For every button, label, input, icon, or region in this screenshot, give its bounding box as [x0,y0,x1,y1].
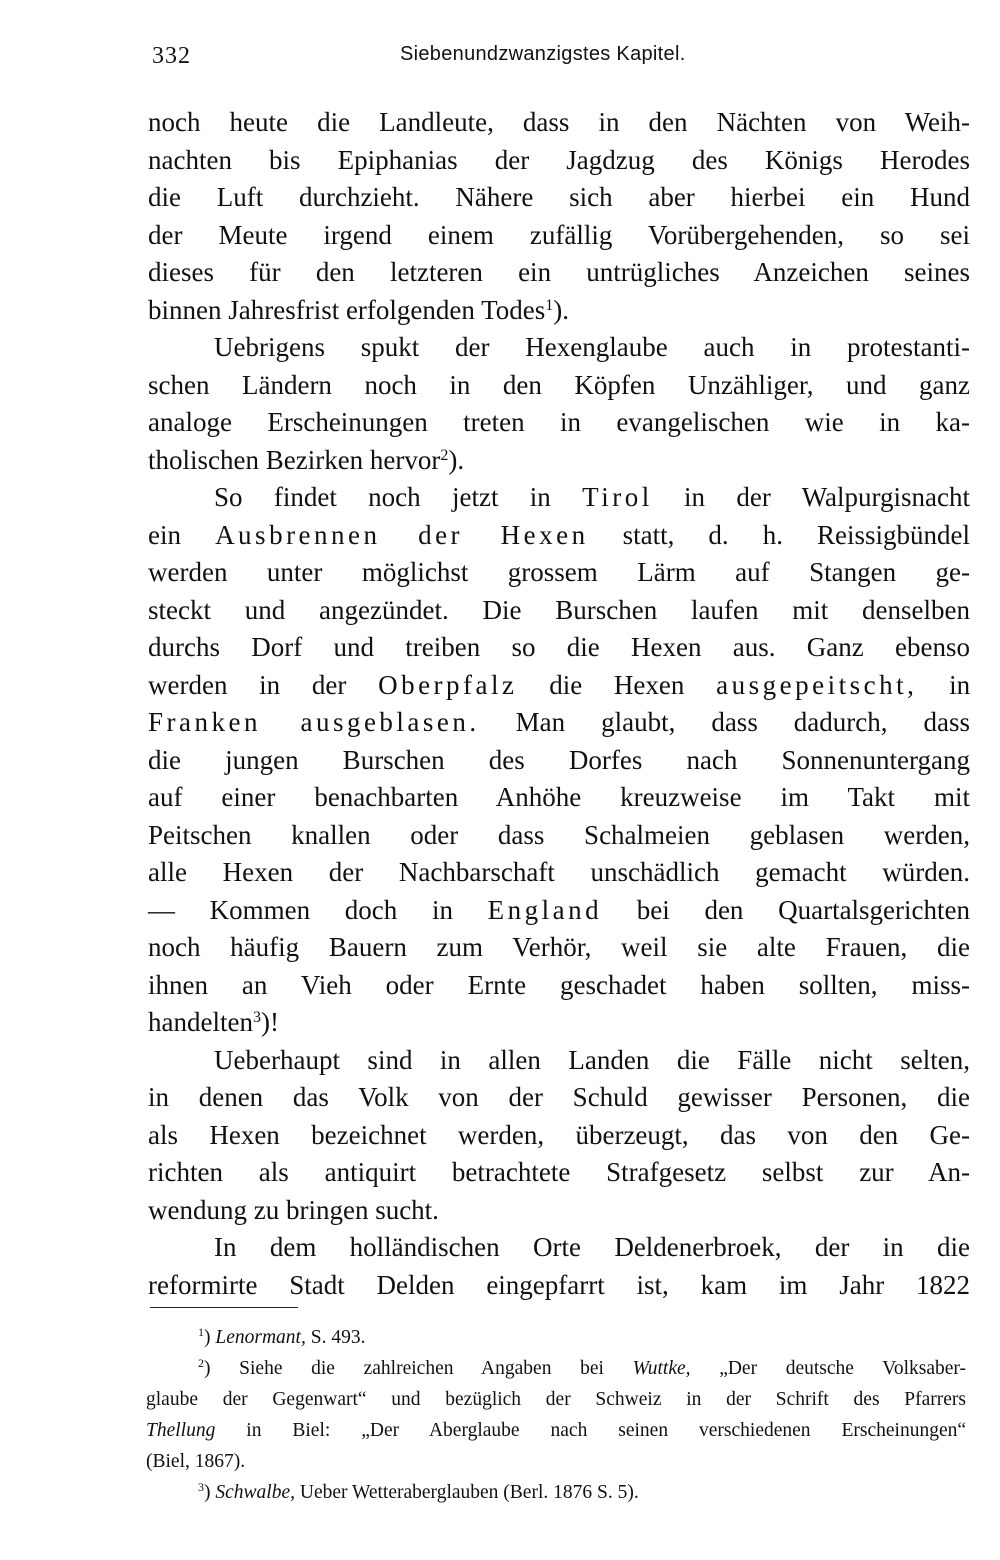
footnote-ref: 2 [440,446,449,464]
footnote-text: „Der deutsche Volksaber- [719,1358,966,1379]
text-line: noch häufig Bauern zum Verhör, weil sie alte Frauen, die [148,932,970,962]
emphasis-spaced: Tirol [582,482,653,512]
text-span: die Hexen [549,669,685,700]
text-span: handelten [148,1007,253,1037]
text-line: auf einer benachbarten Anhöhe kreuzweise im Takt mit [148,782,970,812]
footnote-author: Wuttke, [632,1358,691,1379]
footnote-mark: 1 [198,1325,204,1339]
text-line: Peitschen knallen oder dass Schalmeien geblasen werden, [148,819,970,850]
text-line: werden unter möglichst grossem Lärm auf Stangen ge- [148,557,970,587]
footnote-2-line [146,1415,966,1446]
text-line: nachten bis Epiphanias der Jagdzug des Königs Herodes [148,144,970,175]
text-span: — Kommen doch in [148,894,453,925]
running-head: Siebenundzwanzigstes Kapitel. [400,43,686,65]
text-line [148,442,970,480]
footnote-text: S. 493. [310,1327,366,1348]
paragraph-start-line: Ueberhaupt sind in allen Landen die Fälle nicht selten, [214,1044,970,1075]
text-line: alle Hexen der Nachbarschaft unschädlich gemacht würden. [148,857,970,887]
text-span: ein [148,519,181,550]
text-span: ). [448,444,465,475]
paragraph-start-line [148,479,970,517]
footnote-2-line: glaube der Gegenwart“ und bezüglich der Schweiz in der Schrift des Pfarrers [146,1389,966,1410]
text-line: ihnen an Vieh oder Ernte geschadet haben sollten, miss- [148,969,970,1000]
text-span: in [949,669,971,700]
text-line: in denen das Volk von der Schuld gewisser Personen, die [148,1082,970,1112]
text-span: in der Walpurgisnacht [684,482,971,512]
footnote-2: $^2$) Siehe die zahlreichen Angaben bei Wuttke, „Der deutsche Volksaber- [198,1356,966,1379]
text-line: noch heute die Landleute, dass in den Nächten von Weih- [148,107,970,137]
emphasis-spaced: England [487,894,603,925]
text-span: ). [553,294,569,325]
footnote-1: $^1$) Lenormant, S. 493. [198,1325,366,1348]
footnote-text: Ueber Wetteraberglauben (Berl. 1876 S. 5). [299,1482,639,1503]
text-span: )! [260,1007,279,1037]
footnote-text: in Biel: „Der Aberglaube nach seinen verschiedenen Erscheinungen“ [246,1420,966,1441]
paragraph-start-line: Uebrigens spukt der Hexenglaube auch in protestanti- [214,332,970,362]
footnote-text: Siehe die zahlreichen Angaben bei [239,1358,604,1379]
footnote-mark: 2 [198,1356,204,1370]
text-line: analoge Erscheinungen treten in evangelischen wie in ka- [148,407,970,437]
text-line [148,892,970,930]
emphasis-spaced: Oberpfalz [378,669,518,700]
text-span: Man glaubt, dass dadurch, dass [515,707,970,737]
text-line [148,1004,970,1042]
text-span: bei den Quartalsgerichten [636,894,971,925]
paragraph-start-line: In dem holländischen Orte Deldenerbroek, der in die [214,1232,970,1262]
text-line: dieses für den letzteren ein untrügliches Anzeichen seines [148,257,970,287]
text-span: So findet noch jetzt in [214,482,551,512]
text-line: schen Ländern noch in den Köpfen Unzähliger, und ganz [148,369,970,400]
text-line: die Luft durchzieht. Nähere sich aber hierbei ein Hund [148,182,970,212]
text-line: der Meute irgend einem zufällig Vorübergehenden, so sei [148,219,970,250]
footnote-ref: 3 [252,1009,261,1026]
text-line [148,704,970,742]
text-line: durchs Dorf und treiben so die Hexen aus. Ganz ebenso [148,632,970,662]
text-line: reformirte Stadt Delden eingepfarrt ist, kam im Jahr 1822 [148,1269,970,1300]
page-number: 332 [152,43,191,69]
emphasis-spaced: ausgepeitscht, [716,669,918,700]
footnote-divider [150,1307,298,1308]
footnote-3: $^3$) Schwalbe, Ueber Wetteraberglauben (Berl. 1876 S. 5). [198,1480,639,1503]
text-line: wendung zu bringen sucht. [148,1194,439,1225]
text-span: werden in der [148,669,347,700]
text-line: als Hexen bezeichnet werden, überzeugt, das von den Ge- [148,1119,970,1150]
text-span: binnen Jahresfrist erfolgenden Todes [148,294,546,325]
emphasis-spaced: Franken ausgeblasen. [148,707,480,737]
text-span: statt, d. h. Reissigbündel [622,519,971,550]
text-line: die jungen Burschen des Dorfes nach Sonnenuntergang [148,744,970,775]
footnote-author: Thellung [146,1420,216,1441]
emphasis-spaced: Ausbrennen der Hexen [215,519,589,550]
footnote-author: Lenormant, [215,1327,306,1348]
text-line [148,292,970,330]
footnote-2-line: (Biel, 1867). [146,1451,246,1472]
footnotes [146,1322,966,1508]
text-span: tholischen Bezirken hervor [148,444,441,475]
body-text [148,104,970,1304]
footnote-author: Schwalbe, [215,1482,295,1503]
footnote-mark: 3 [198,1480,204,1494]
footnote-ref: 1 [545,296,554,314]
text-line [148,517,970,555]
text-line: steckt und angezündet. Die Burschen laufen mit denselben [148,594,970,625]
text-line: richten als antiquirt betrachtete Strafgesetz selbst zur An- [148,1157,970,1187]
text-line [148,667,970,705]
